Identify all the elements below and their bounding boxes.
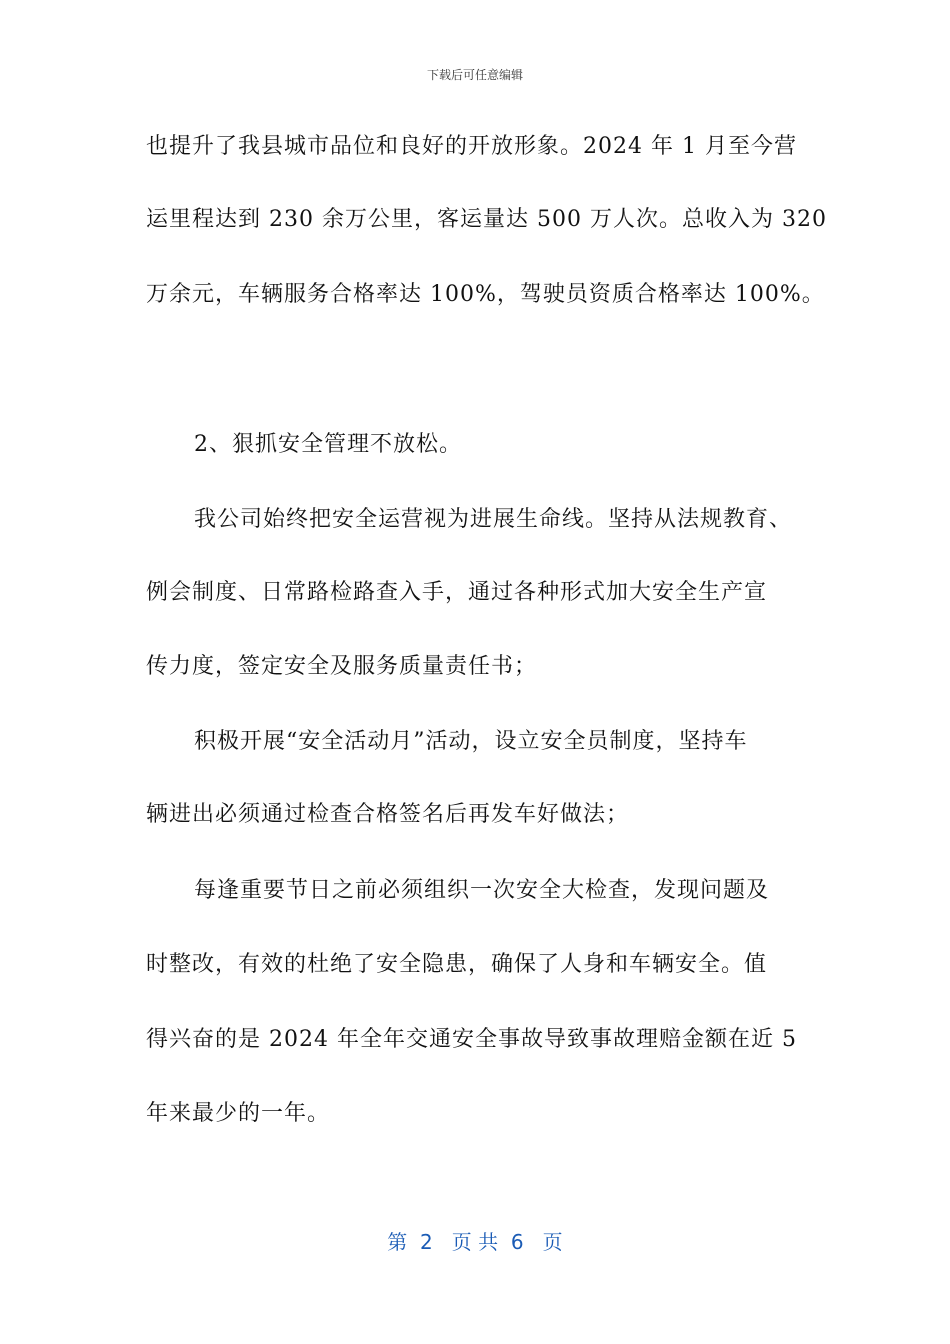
paragraph-line: 传力度，签定安全及服务质量责任书； — [146, 654, 538, 679]
paragraph-line: 积极开展“安全活动月”活动，设立安全员制度，坚持车 — [194, 729, 748, 754]
section-heading: 2、狠抓安全管理不放松。 — [194, 432, 462, 457]
paragraph-line: 每逢重要节日之前必须组织一次安全大检查，发现问题及 — [194, 878, 770, 903]
paragraph-line: 运里程达到 230 余万公里，客运量达 500 万人次。总收入为 320 — [146, 207, 827, 232]
paragraph-line: 辆进出必须通过检查合格签名后再发车好做法； — [146, 802, 630, 827]
paragraph-line: 年来最少的一年。 — [146, 1101, 331, 1126]
paragraph-line: 也提升了我县城市品位和良好的开放形象。2024 年 1 月至今营 — [146, 134, 797, 159]
paragraph-line: 例会制度、日常路检路查入手，通过各种形式加大安全生产宣 — [146, 580, 768, 605]
paragraph-line: 万余元，车辆服务合格率达 100%，驾驶员资质合格率达 100%。 — [146, 282, 825, 307]
paragraph-line: 得兴奋的是 2024 年全年交通安全事故导致事故理赔金额在近 5 — [146, 1027, 797, 1052]
paragraph-line: 我公司始终把安全运营视为进展生命线。坚持从法规教育、 — [194, 507, 793, 532]
download-note: 下载后可任意编辑 — [426, 68, 523, 82]
page-number: 第 2 页 共 6 页 — [387, 1230, 563, 1254]
paragraph-line: 时整改，有效的杜绝了安全隐患，确保了人身和车辆安全。值 — [146, 952, 768, 977]
